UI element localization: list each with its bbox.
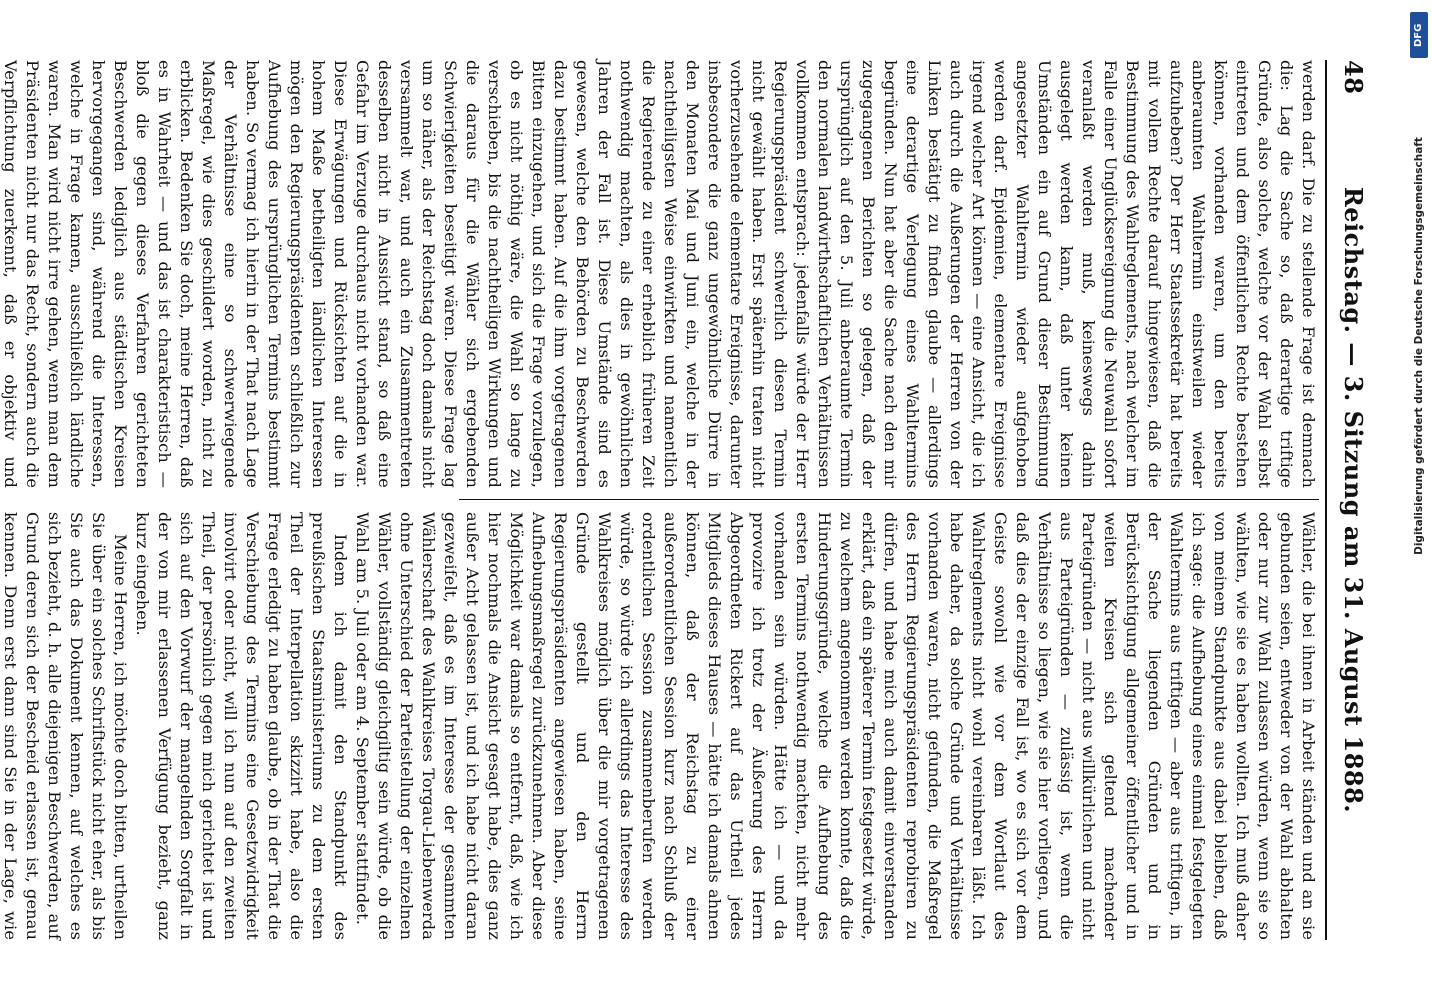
paragraph: werden darf. Die zu stellende Frage ist demnach die: Lag die Sache so, daß derartige triftige Gründe, also solche, welche vor der Wahl selbst eintreten und dem öffentlichen Rechte bestehen können, vorhanden waren, um den bereits anberaumten Wahltermin einstweilen wieder aufzuheben? Der Herr Staatssekretär hat bereits mit vollem Rechte darauf hingewiesen, daß die Bestimmung des Wahlreglements, nach welcher im Falle einer Unglücksereignung die Neuwahl sofort veranlaßt werden muß, keineswegs dahin ausgelegt werden kann, daß unter keinen Umständen ein auf Grund dieser Bestimmung angesetzter Wahltermin wieder aufgehoben werden darf. Epidemien, elementare Ereignisse irgend welcher Art können — eine Ansicht, die ich auch durch die Außerungen der Herren von der Linken bestätigt zu finden glaube — allerdings eine derartige Verlegung eines Wahltermins begründen. Nun hat aber die Sache nach den mir zugegangenen Berichten so gelegen, daß der ursprünglich auf den 5. Juli anberaumte Termin den normalen landwirthschaftlichen Verhältnissen vollkommen entsprach: jedenfalls würde der Herr Regierungspräsident schwerlich diesen Termin nicht gewählt haben. Erst späterhin traten nicht vorherzusehende elementare Ereignisse, darunter insbesondere die ganz ungewöhnliche Dürre in den Monaten Mai und Juni ein, welche in der nachtheiligsten Weise einwirkten und namentlich die Regierende zu einer erheblich früheren Zeit nothwendig machten, als dies in gewöhnlichen Jahren der Fall ist. Diese Umstände sind es gewesen, welche den Behörden zu Beschwerden dazu bestimmt haben. Auf die ihm vorgetragenen Bitten einzugehen, und sich die Frage vorzulegen, ob es nicht nöthig wäre, die Wahl so lange zu verschieben, bis die nachtheiligen Wirkungen und die daraus für die Wähler sich ergebenden Schwierigkeiten beseitigt wären. Diese Frage lag um so näher, als der Reichstag doch damals nicht versammelt war, und auch ein Zusammentreten desselben nicht in Aussicht stand, so daß eine Gefahr im Verzuge durchaus nicht vorhanden war. Diese Erwägungen und Rücksichten auf die in hohem Maße betheiligten ländlichen Interessen mögen den Regierungspräsidenten schließlich zur Aufhebung des ursprünglichen Termins bestimmt haben. So vermag ich hierin in der That nach Lage der Verhältnisse eine so schwerwiegende Maßregel, wie dies geschildert worden, nicht zu erblicken. Bedenken Sie doch, meine Herren, daß es in Wahrheit — und das ist charakteristisch — bloß die gegen dieses Verfahren gerichteten Beschwerden lediglich aus städtischen Kreisen hervorgegangen sind, während die Interessen, welche in Frage kamen, ausschließlich ländliche waren. Man wird nicht irre gehen, wenn man dem Präsidenten nicht nur das Recht, sondern auch die Verpflichtung zuerkennt, daß er objektiv und [1,60,1318,488]
digitization-credit [1406,0,1432,1000]
dfg-logo: DFG [1410,12,1428,58]
text-column-left [1,60,1319,488]
paragraph: Wähler, die bei ihnen in Arbeit ständen und an sie gebunden seien, entweder von der Wahl abhalten oder nur zur Wahl zulassen würden, wenn sie so wählten, wie sie es haben wollten. Ich muß daher von meinem Standpunkte aus dabei bleiben, daß ich sage: die Aufhebung eines einmal festgelegten Wahltermins aus triftigen — aber aus triftigen, in der Sache liegenden Gründen und in Berücksichtigung allgemeiner öffentlicher und in weiten Kreisen sich geltend machender Parteigründen — nicht aus willkürlichen und nicht aus Parteigründen — zulässig ist, wenn die Verhältnisse so liegen, wie sie hier vorliegen, und daß dies der einzige Fall ist, wo es sich vor dem Geiste sowohl wie vor dem Wortlaut des Wahlreglements nicht wohl vereinbaren läßt. Ich habe daher, da solche Gründe und Verhältnisse vorhanden waren, nicht gefunden, die Maßregel des Herrn Regierungspräsidenten reprobiren zu dürfen, und habe mich auch damit einverstanden erklärt, daß ein späterer Termin festgesetzt würde, zu welchem angenommen werden konnte, daß die Hinderungsgründe, welche die Aufhebung des ersten Termins nothwendig machten, nicht mehr vorhanden sein würden. Hätte ich — und da provozire ich trotz der Äußerung des Herrn Abgeordneten Rickert auf das Urtheil jedes Mitglieds dieses Hauses — hätte ich damals ahnen können, daß der Reichstag zu einer außerordentlichen Session kurz nach Schluß der ordentlichen Session zusammenberufen werden würde, so würde ich allerdings das Interesse des Wahlkreises möglich über die mir vorgetragenen Gründe gestellt und den Herrn Regierungspräsidenten angewiesen haben, seine Aufhebungsmaßregel zurückzunehmen. Aber diese Möglichkeit war damals so entfernt, daß, wie ich hier nochmals die Ansicht gesagt habe, dies ganz außer Acht gelassen ist, und ich habe nicht daran gezweifelt, daß es im Interesse der gesammten Wählerschaft des Wahlkreises Torgau-Liebenwerda ohne Unterschied der Parteistellung der einzelnen Wähler, vollständig gleichgiltig sein würde, ob die Wahl am 5. Juli oder am 4. September stattfindet. [353,512,1318,940]
running-head: Reichstag. — 3. Sitzung am 31. August 1888. [1339,186,1368,814]
page-number: 48 [1339,60,1368,95]
credit-text: Digitalisierung gefördert durch die Deutsche Forschungsgemeinschaft [1413,137,1425,555]
scanned-page [1,30,1381,970]
header-rule [1325,60,1327,940]
page-header [1333,60,1373,940]
column-divider [459,499,1319,500]
paragraph: Meine Herren, ich möchte doch bitten, urtheilen Sie über ein solches Schriftstück nicht eher, als bis Sie auch das Dokument kennen, auf welches es sich bezieht, d. h. alle diejenigen Beschwerden, auf Grund deren sich der Bescheid erlassen ist, genau kennen. Denn erst dann sind Sie in der Lage, wie [1,512,130,940]
paragraph: Indem ich damit den Standpunkt des preußischen Staatsministeriums zu dem ersten Theil der Interpellation skizzirt habe, also die Frage erledigt zu haben glaube, ob in der That die Verschiebung des Termins eine Gesetzwidrigkeit involvirt oder nicht, will ich nun auf den zweiten Theil, der persönlich gegen mich gerichtet ist und sich auf den Vorwurf der mangelnden Sorgfalt in der von mir erlassenen Verfügung bezieht, ganz kurz eingehen. [133,512,350,940]
text-column-right [1,512,1319,940]
